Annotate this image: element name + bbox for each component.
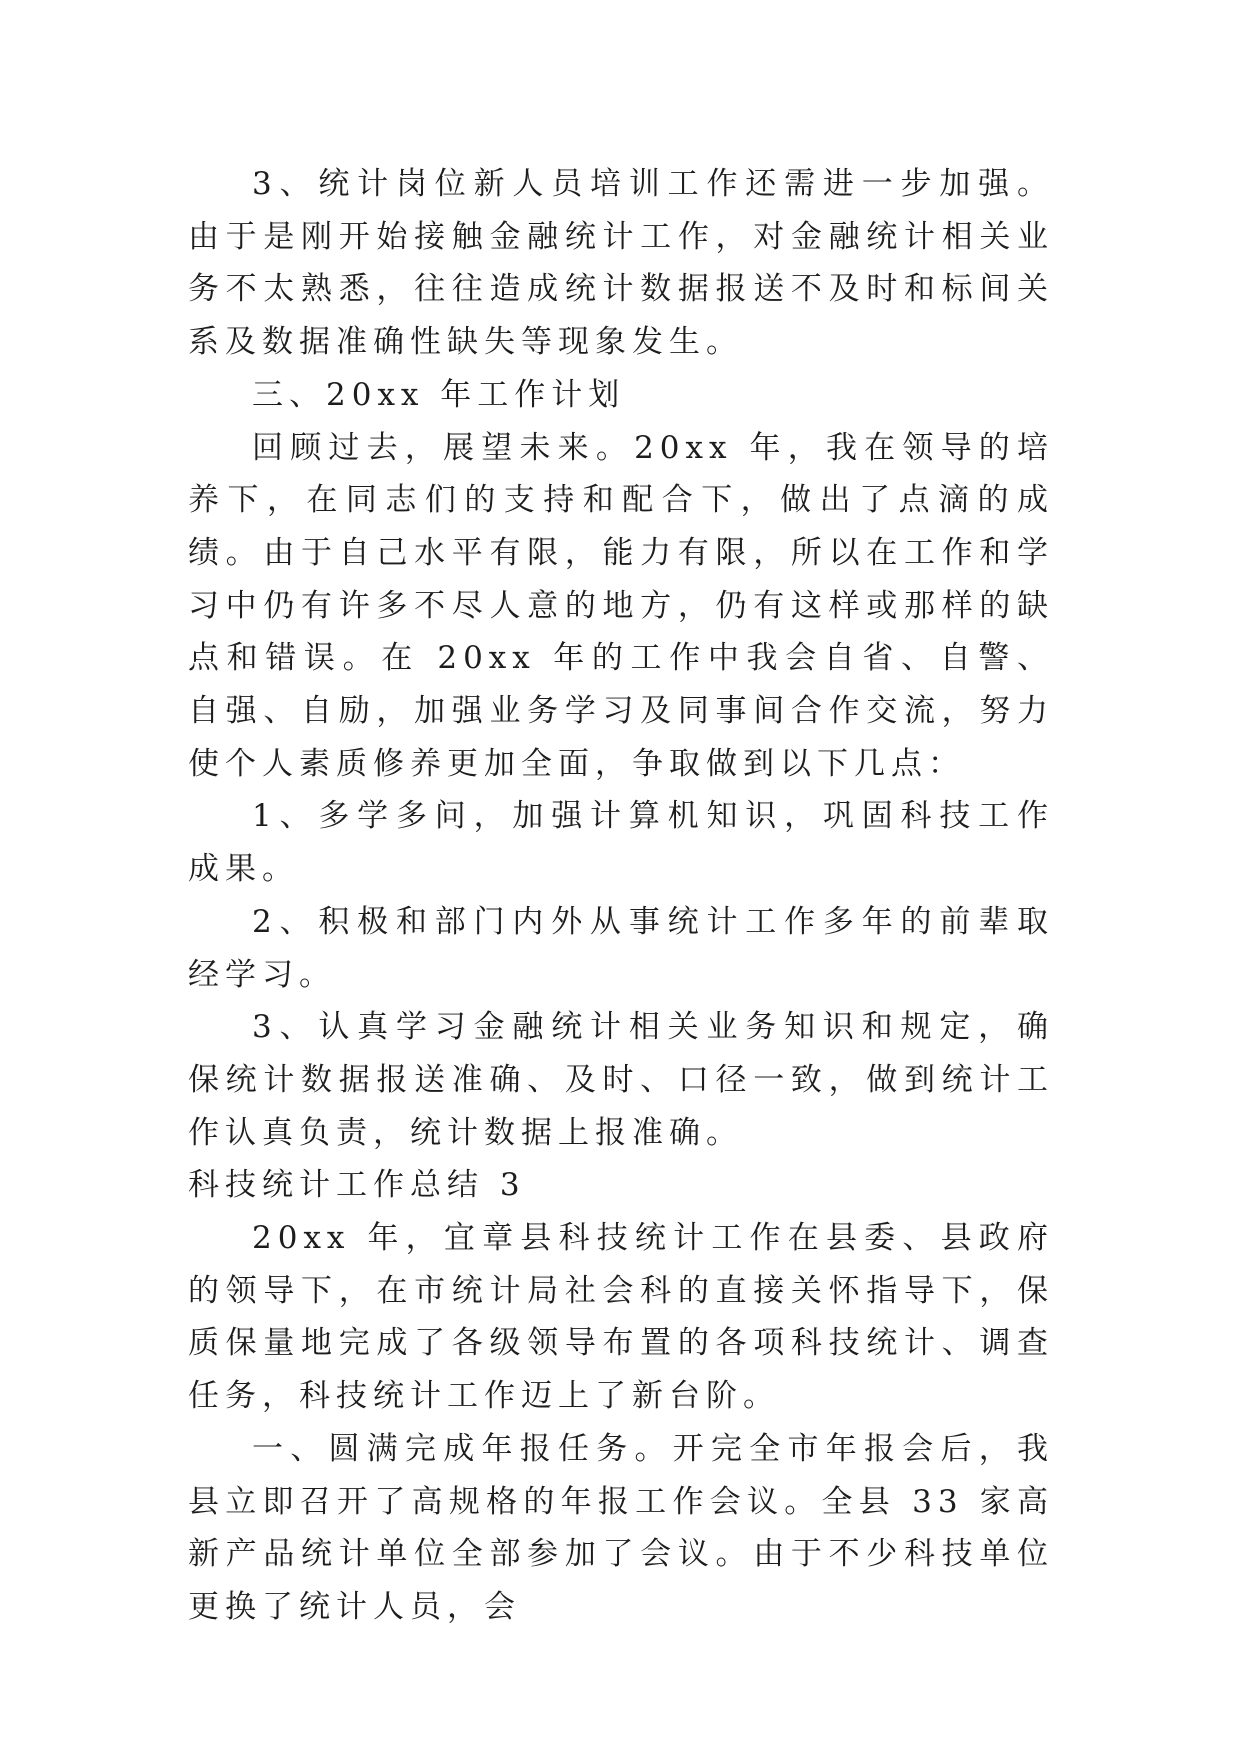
plan-item-1: 1、多学多问，加强计算机知识，巩固科技工作成果。 — [188, 798, 1054, 888]
heading-work-plan: 三、20xx 年工作计划 — [252, 376, 626, 413]
plan-item-2: 2、积极和部门内外从事统计工作多年的前辈取经学习。 — [188, 903, 1054, 993]
section-title: 科技统计工作总结 3 — [188, 1167, 526, 1204]
paragraph-review: 回顾过去，展望未来。20xx 年，我在领导的培养下，在同志们的支持和配合下，做出了点滴的成绩。由于自己水平有限，能力有限，所以在工作和学习中仍有许多不尽人意的地方，仍有这样或那样的缺点和错误。在 20xx 年的工作中我会自省、自警、自强、自励，加强业务学习及同事间合作交流，努力使个人素质修养更加全面，争取做到以下几点： — [188, 429, 1054, 782]
document-body — [188, 158, 1054, 1634]
plan-item-3: 3、认真学习金融统计相关业务知识和规定，确保统计数据报送准确、及时、口径一致，做到统计工作认真负责，统计数据上报准确。 — [188, 1009, 1054, 1151]
section-annual-report-paragraph: 一、圆满完成年报任务。开完全市年报会后，我县立即召开了高规格的年报工作会议。全县 33 家高新产品统计单位全部参加了会议。由于不少科技单位更换了统计人员，会 — [188, 1430, 1054, 1625]
section-intro-paragraph: 20xx 年，宜章县科技统计工作在县委、县政府的领导下，在市统计局社会科的直接关怀指导下，保质保量地完成了各级领导布置的各项科技统计、调查任务，科技统计工作迈上了新台阶。 — [188, 1220, 1054, 1415]
paragraph-training-issue: 3、统计岗位新人员培训工作还需进一步加强。由于是刚开始接触金融统计工作，对金融统计相关业务不太熟悉，往往造成统计数据报送不及时和标间关系及数据准确性缺失等现象发生。 — [188, 166, 1054, 361]
